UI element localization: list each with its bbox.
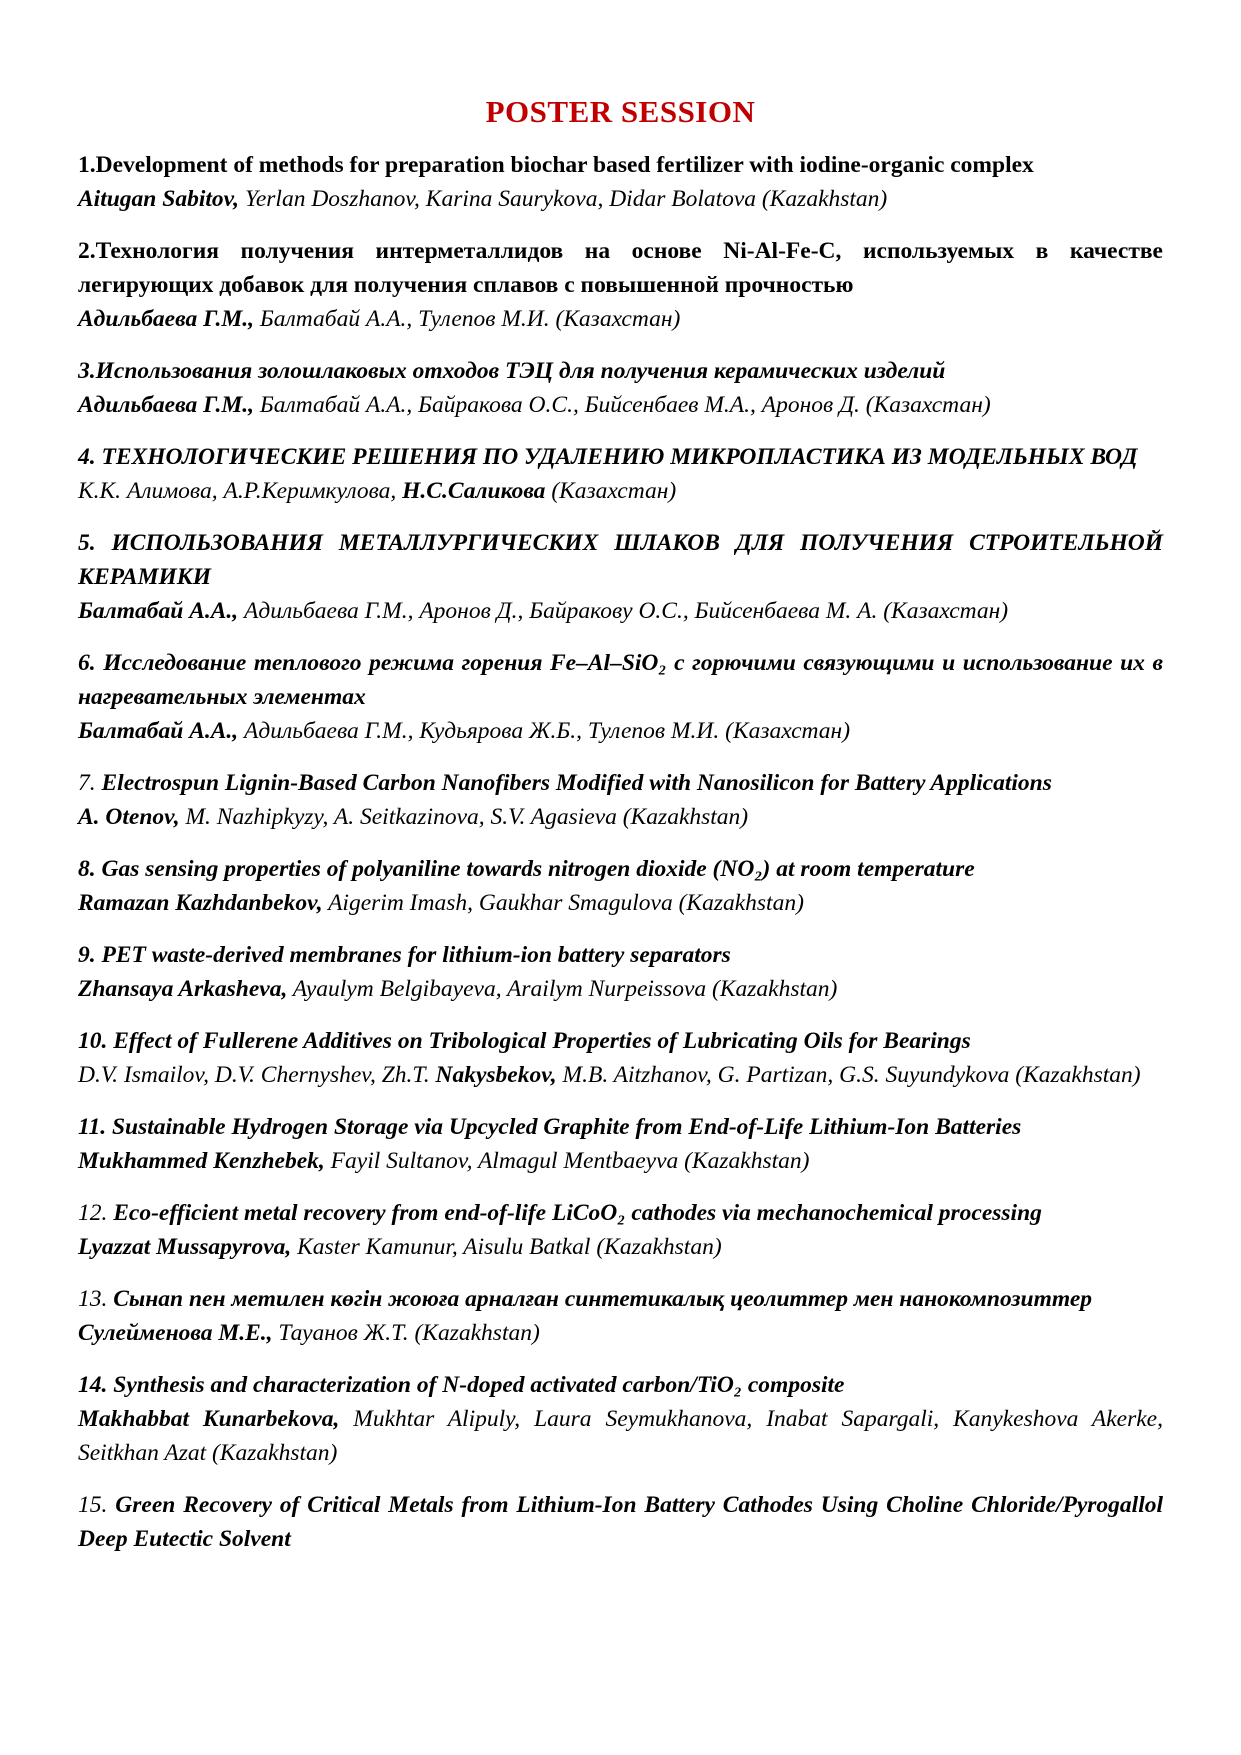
entry-13 <box>78 1282 1163 1350</box>
entry-5 <box>78 526 1163 628</box>
entry-number: 15. <box>78 1492 116 1518</box>
entry-title <box>78 234 1163 302</box>
entry-8 <box>78 852 1163 920</box>
author-name-emphasized: Сулейменова М.Е., <box>78 1320 273 1346</box>
entry-authors <box>78 1144 1163 1178</box>
entry-authors <box>78 1316 1163 1350</box>
entry-number: 14. <box>78 1372 114 1398</box>
author-name-emphasized: A. Otenov, <box>78 804 180 830</box>
entry-title <box>78 1488 1163 1556</box>
entry-authors <box>78 886 1163 920</box>
entry-title <box>78 1368 1163 1402</box>
entry-title-text: Green Recovery of Critical Metals from Lithium-Ion Battery Cathodes Using Choline Chloride/Pyrogallol Deep Eutectic Solvent <box>78 1492 1164 1552</box>
author-names: M.B. Aitzhanov, G. Partizan, G.S. Suyundykova (Kazakhstan) <box>556 1062 1141 1088</box>
entry-title-text: Eco-efficient metal recovery from end-of-life LiCoO₂ cathodes via mechanochemical processing <box>113 1200 1042 1226</box>
entry-number: 4. <box>78 444 102 470</box>
author-names: Aigerim Imash, Gaukhar Smagulova (Kazakhstan) <box>322 890 804 916</box>
entry-title-text: Использования золошлаковых отходов ТЭЦ для получения керамических изделий <box>95 358 946 384</box>
author-names: К.К. Алимова, А.Р.Керимкулова, <box>78 478 403 504</box>
author-name-emphasized: Н.С.Саликова <box>402 478 546 504</box>
entry-title-text: Effect of Fullerene Additives on Tribological Properties of Lubricating Oils for Bearings <box>113 1028 971 1054</box>
entry-title-text: Electrospun Lignin-Based Carbon Nanofibers Modified with Nanosilicon for Battery Applications <box>101 770 1052 796</box>
entry-authors <box>78 1058 1163 1092</box>
author-names: Адильбаева Г.М., Аронов Д., Байракову О.С., Бийсенбаева М. А. (Казахстан) <box>238 598 1009 624</box>
entry-number: 3. <box>78 358 96 384</box>
entry-number: 8. <box>78 856 102 882</box>
entry-title-text: Development of methods for preparation biochar based fertilizer with iodine-organic complex <box>95 152 1034 178</box>
entry-title <box>78 148 1163 182</box>
entry-title-text: Sustainable Hydrogen Storage via Upcycled Graphite from End-of-Life Lithium-Ion Batteries <box>111 1114 1022 1140</box>
entry-number: 2. <box>78 238 96 264</box>
entry-title <box>78 1282 1163 1316</box>
author-names: D.V. Ismailov, D.V. Chernyshev, Zh.T. <box>78 1062 436 1088</box>
entry-number: 10. <box>78 1028 114 1054</box>
entry-title-text: Synthesis and characterization of N-doped activated carbon/TiO₂ composite <box>113 1372 845 1398</box>
entry-title <box>78 938 1163 972</box>
author-names: Mukhtar Alipuly, Laura Seymukhanova, Inabat Sapargali, Kanykeshova Akerke, Seitkhan Azat (Kazakhstan) <box>78 1406 1163 1466</box>
author-names: Тауанов Ж.Т. (Kazakhstan) <box>272 1320 540 1346</box>
entry-number: 11. <box>78 1114 112 1140</box>
author-names: (Казахстан) <box>545 478 677 504</box>
entry-number: 1. <box>78 152 96 178</box>
author-name-emphasized: Mukhammed Kenzhebek, <box>78 1148 325 1174</box>
author-names: Адильбаева Г.М., Кудьярова Ж.Б., Тулепов М.И. (Казахстан) <box>238 718 851 744</box>
entry-1 <box>78 148 1163 216</box>
entry-12 <box>78 1196 1163 1264</box>
entry-title <box>78 646 1163 714</box>
entry-title <box>78 526 1163 594</box>
author-names: Ayaulym Belgibayeva, Arailym Nurpeissova (Kazakhstan) <box>287 976 838 1002</box>
entry-number: 12. <box>78 1200 114 1226</box>
entry-title-text: ТЕХНОЛОГИЧЕСКИЕ РЕШЕНИЯ ПО УДАЛЕНИЮ МИКРОПЛАСТИКА ИЗ МОДЕЛЬНЫХ ВОД <box>101 444 1138 470</box>
entry-9 <box>78 938 1163 1006</box>
entry-4 <box>78 440 1163 508</box>
author-name-emphasized: Балтабай А.А., <box>78 718 239 744</box>
entries-list <box>78 148 1163 1556</box>
author-names: M. Nazhipkyzy, A. Seitkazinova, S.V. Agasieva (Kazakhstan) <box>179 804 749 830</box>
author-name-emphasized: Адильбаева Г.М., <box>78 306 255 332</box>
author-name-emphasized: Адильбаева Г.М., <box>78 392 255 418</box>
entry-authors <box>78 972 1163 1006</box>
entry-3 <box>78 354 1163 422</box>
entry-authors <box>78 800 1163 834</box>
author-names: Kaster Kamunur, Aisulu Batkal (Kazakhstan) <box>291 1234 722 1260</box>
entry-2 <box>78 234 1163 336</box>
author-name-emphasized: Lyazzat Mussapyrova, <box>78 1234 292 1260</box>
entry-authors <box>78 1230 1163 1264</box>
entry-authors <box>78 302 1163 336</box>
entry-number: 7. <box>78 770 102 796</box>
entry-title-text: Технология получения интерметаллидов на основе Ni-Al-Fe-C, используемых в качестве легирующих добавок для получения сплавов с повышенной прочностью <box>78 238 1163 298</box>
entry-title <box>78 766 1163 800</box>
author-name-emphasized: Zhansaya Arkasheva, <box>78 976 288 1002</box>
author-names: Yerlan Doszhanov, Karina Saurykova, Didar Bolatova (Kazakhstan) <box>239 186 888 212</box>
entry-15 <box>78 1488 1163 1556</box>
entry-authors <box>78 714 1163 748</box>
entry-title-text: Gas sensing properties of polyaniline towards nitrogen dioxide (NO₂) at room temperature <box>101 856 975 882</box>
author-names: Fayil Sultanov, Almagul Mentbaeyva (Kazakhstan) <box>324 1148 810 1174</box>
entry-authors <box>78 474 1163 508</box>
entry-title-text: Сынап пен метилен көгін жоюға арналған синтетикалық цеолиттер мен нанокомпозиттер <box>113 1286 1093 1312</box>
entry-number: 9. <box>78 942 102 968</box>
author-name-emphasized: Aitugan Sabitov, <box>78 186 240 212</box>
entry-title-text: PET waste-derived membranes for lithium-ion battery separators <box>101 942 731 968</box>
author-name-emphasized: Makhabbat Kunarbekova, <box>78 1406 340 1432</box>
entry-number: 6. <box>78 650 104 676</box>
entry-authors <box>78 594 1163 628</box>
entry-title <box>78 852 1163 886</box>
author-name-emphasized: Nakysbekov, <box>435 1062 557 1088</box>
entry-title <box>78 440 1163 474</box>
entry-authors <box>78 388 1163 422</box>
page-title: POSTER SESSION <box>485 94 756 129</box>
entry-title-text: ИСПОЛЬЗОВАНИЯ МЕТАЛЛУРГИЧЕСКИХ ШЛАКОВ ДЛЯ ПОЛУЧЕНИЯ СТРОИТЕЛЬНОЙ КЕРАМИКИ <box>78 530 1163 590</box>
entry-title <box>78 354 1163 388</box>
entry-number: 13. <box>78 1286 114 1312</box>
entry-title <box>78 1196 1163 1230</box>
author-names: Балтабай А.А., Байракова О.С., Бийсенбаев М.А., Аронов Д. (Казахстан) <box>254 392 991 418</box>
entry-11 <box>78 1110 1163 1178</box>
author-names: Балтабай А.А., Тулепов М.И. (Казахстан) <box>254 306 681 332</box>
entry-title <box>78 1110 1163 1144</box>
entry-6 <box>78 646 1163 748</box>
entry-title <box>78 1024 1163 1058</box>
entry-authors <box>78 1402 1163 1470</box>
author-name-emphasized: Балтабай А.А., <box>78 598 239 624</box>
entry-7 <box>78 766 1163 834</box>
entry-title-text: Исследование теплового режима горения Fe–Al–SiO₂ с горючими связующими и использование их в нагревательных элементах <box>78 650 1164 710</box>
entry-authors <box>78 182 1163 216</box>
author-name-emphasized: Ramazan Kazhdanbekov, <box>78 890 323 916</box>
entry-number: 5. <box>78 530 112 556</box>
entry-10 <box>78 1024 1163 1092</box>
entry-14 <box>78 1368 1163 1470</box>
